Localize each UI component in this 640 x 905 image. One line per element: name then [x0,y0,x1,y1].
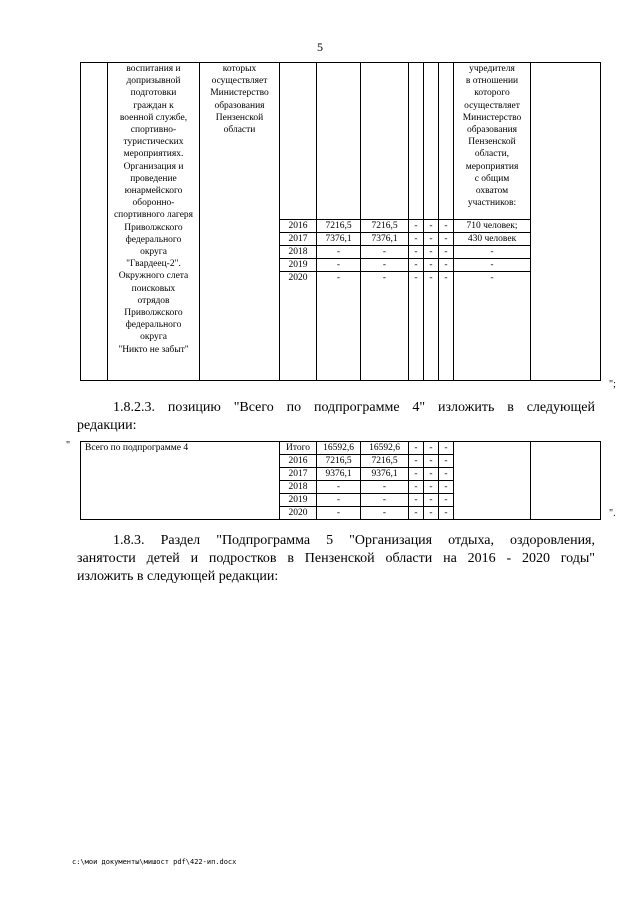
table-row: 2018 - - - - - [81,481,601,494]
table-row: Всего по подпрограмме 4 Итого 16592,6 16592,6 - - - [81,442,601,455]
result-indicator-cell: учредителя в отношении которого осуществляет Министерство образования Пензенской области, мероприятия с общим охватом участников: [454,63,531,220]
footer-file-path: c:\мои документы\мишост pdf\422-ип.docx [72,858,237,866]
program-table-fragment [80,62,601,381]
table-row: 2018 - - - - - - [81,246,601,259]
table-row: 2019 - - - - - - [81,259,601,272]
last-column-cell [531,63,601,381]
empty-last-cell [531,442,601,520]
table-row: 2020 - - - - - [81,507,601,520]
table-row: 2016 7216,5 7216,5 - - - [81,455,601,468]
page-number: 5 [317,40,323,54]
subprogram-total-table [80,441,601,520]
section-paragraph: 1.8.3. Раздел "Подпрограмма 5 "Организация отдыха, оздоровления, занятости детей и подростков в Пензенской области на 2016 - 2020 годы" изложить в следующей редакции: [77,533,595,584]
empty-indicator-cell [454,442,531,520]
cell-number [81,63,108,381]
opening-quote-mark: " [66,440,71,451]
table-row: 2017 7376,1 7376,1 - - - 430 человек [81,233,601,246]
executor-cell: которых осуществляет Министерство образования Пензенской области [200,63,280,381]
instruction-paragraph: 1.8.2.3. позицию "Всего по подпрограмме 4" изложить в следующей редакции: [77,400,595,433]
measure-description-cell: воспитания и допризывной подготовки граждан к военной службе, спортивно- туристических мероприятиях. Организация и проведение юнармейского оборонно- спортивного лагеря Приволжского федерального округа "Гвардеец-2". Окружного слета поисковых отрядов Приволжского федерального округа "Никто не забыт" [108,63,200,381]
table-row: 2020 - - - - - - [81,272,601,381]
table-row [81,63,601,220]
closing-quote-mark: "; [609,379,616,390]
total-title-cell: Всего по подпрограмме 4 [81,442,280,520]
table-row: 2019 - - - - - [81,494,601,507]
table-row: 2016 7216,5 7216,5 - - - 710 человек; [81,220,601,233]
closing-quote-mark: ". [609,508,616,519]
table-row: 2017 9376,1 9376,1 - - - [81,468,601,481]
